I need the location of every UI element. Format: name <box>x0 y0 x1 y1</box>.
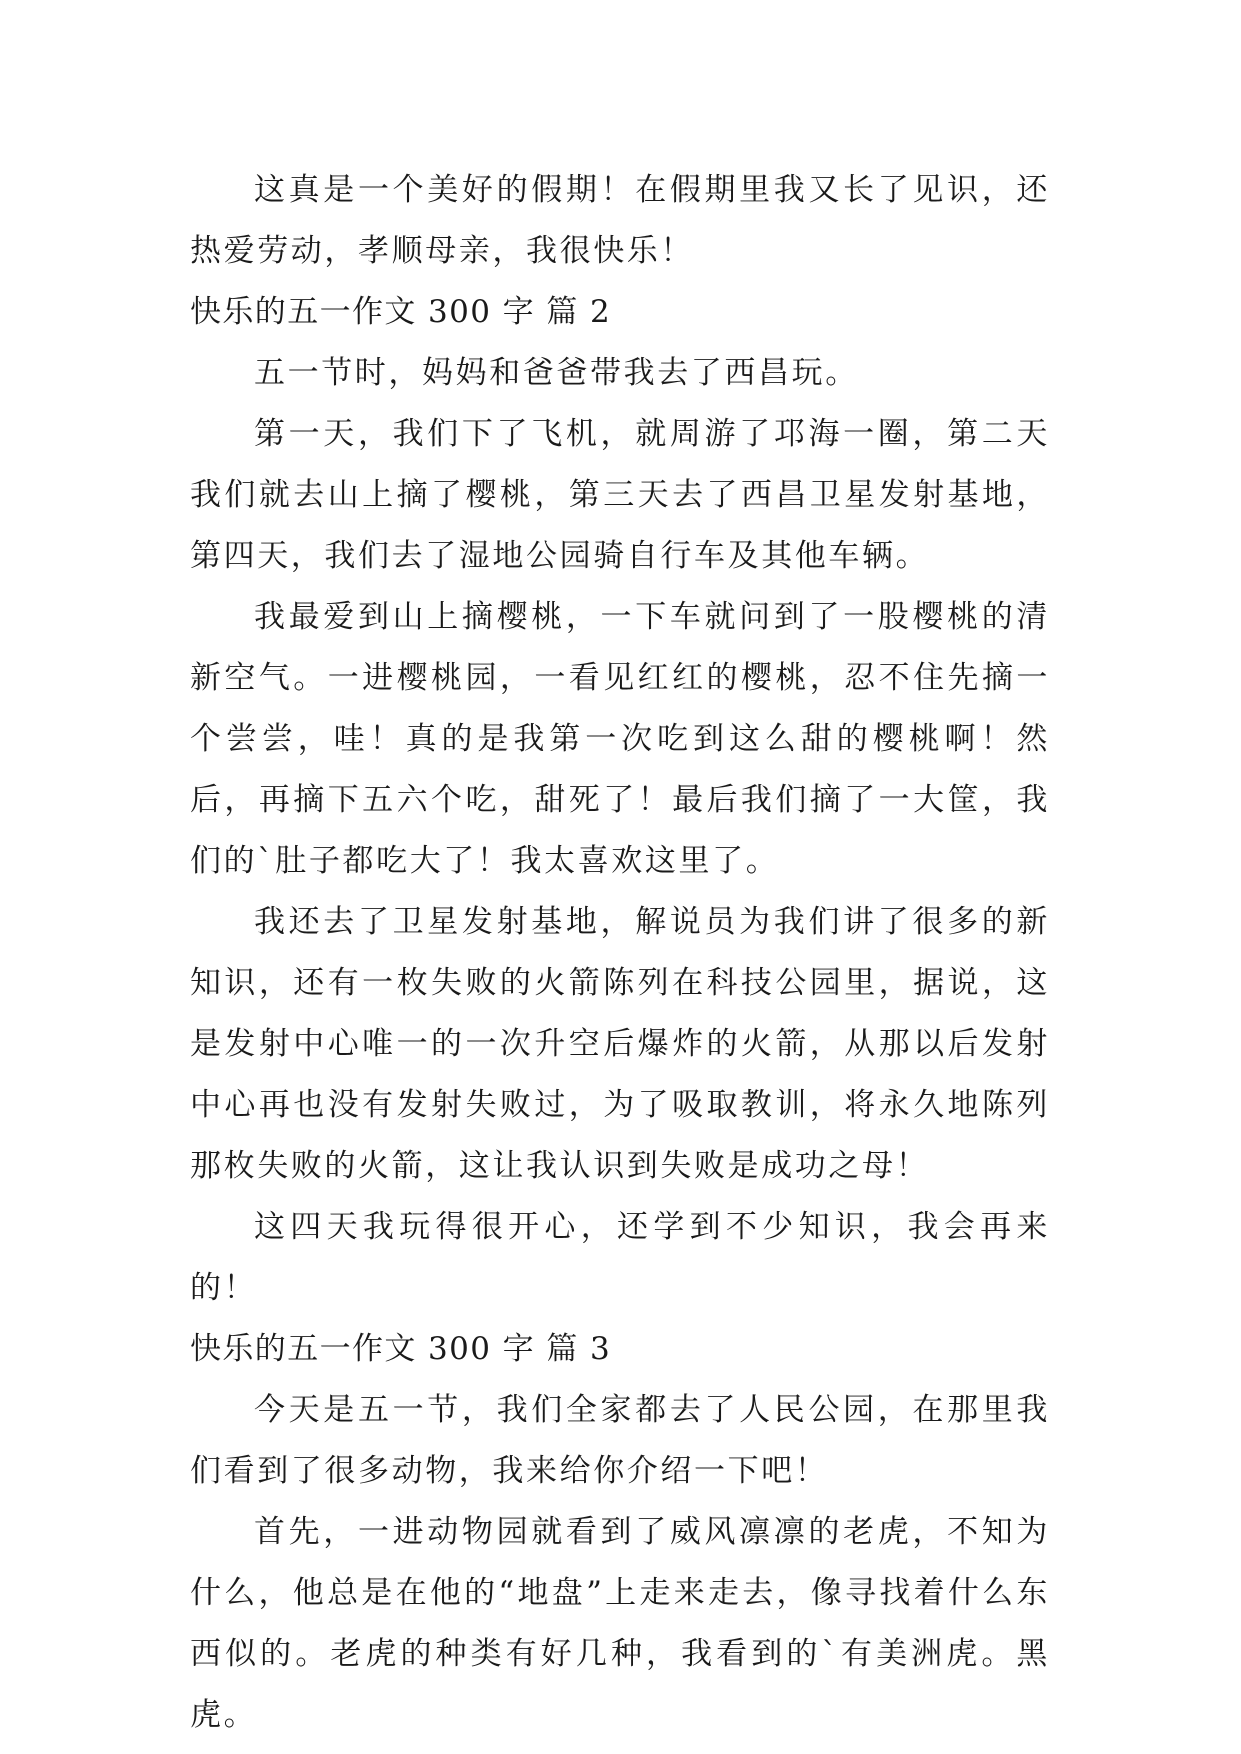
paragraph: 首先，一进动物园就看到了威风凛凛的老虎，不知为什么，他总是在他的“地盘”上走来走去，像寻找着什么东西似的。老虎的种类有好几种，我看到的`有美洲虎。黑虎。 <box>190 1514 1050 1733</box>
paragraph: 这真是一个美好的假期！在假期里我又长了见识，还热爱劳动，孝顺母亲，我很快乐！ <box>190 172 1050 269</box>
paragraph: 第一天，我们下了飞机，就周游了邛海一圈，第二天我们就去山上摘了樱桃，第三天去了西昌卫星发射基地，第四天，我们去了湿地公园骑自行车及其他车辆。 <box>190 416 1050 574</box>
document-body <box>190 160 1050 1746</box>
paragraph: 我最爱到山上摘樱桃，一下车就问到了一股樱桃的清新空气。一进樱桃园，一看见红红的樱桃，忍不住先摘一个尝尝，哇！真的是我第一次吃到这么甜的樱桃啊！然后，再摘下五六个吃，甜死了！最后我们摘了一大筐，我们的`肚子都吃大了！我太喜欢这里了。 <box>190 599 1050 879</box>
paragraph: 这四天我玩得很开心，还学到不少知识，我会再来的！ <box>190 1209 1050 1306</box>
paragraph: 五一节时，妈妈和爸爸带我去了西昌玩。 <box>254 355 859 391</box>
paragraph: 我还去了卫星发射基地，解说员为我们讲了很多的新知识，还有一枚失败的火箭陈列在科技公园里，据说，这是发射中心唯一的一次升空后爆炸的火箭，从那以后发射中心再也没有发射失败过，为了吸取教训，将永久地陈列那枚失败的火箭，这让我认识到失败是成功之母！ <box>190 904 1050 1184</box>
section-heading: 快乐的五一作文 300 字 篇 2 <box>190 294 612 330</box>
section-heading: 快乐的五一作文 300 字 篇 3 <box>190 1331 612 1367</box>
paragraph: 今天是五一节，我们全家都去了人民公园，在那里我们看到了很多动物，我来给你介绍一下吧！ <box>190 1392 1050 1489</box>
